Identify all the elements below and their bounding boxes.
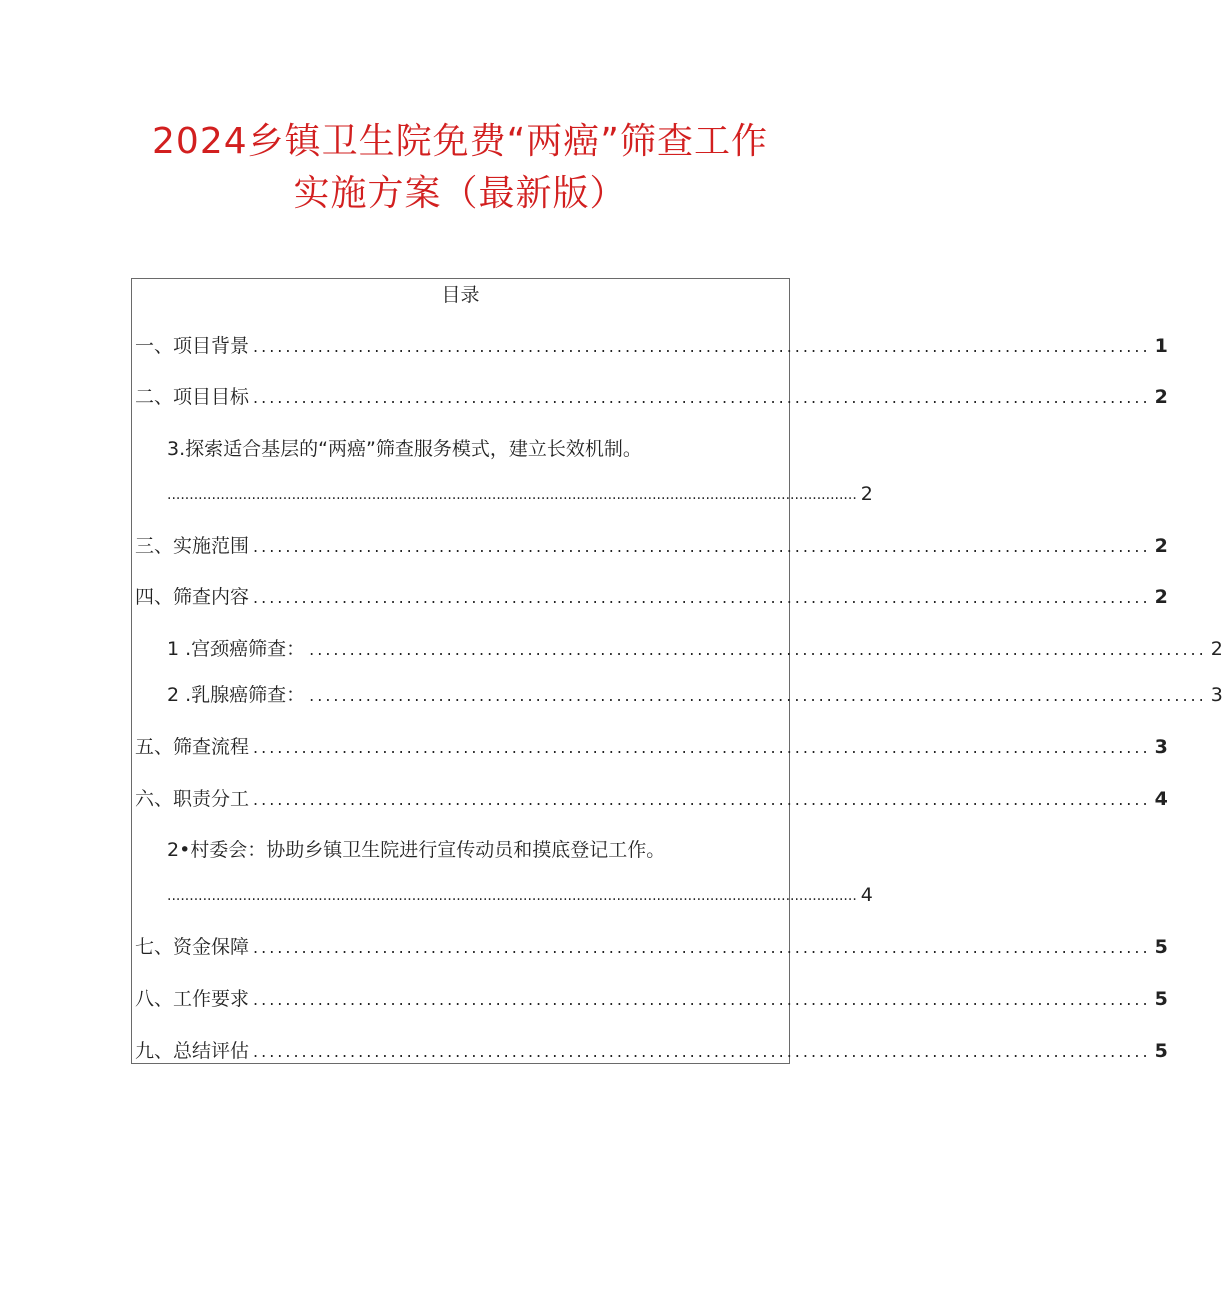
- toc-entry-page: 2: [1154, 386, 1168, 408]
- toc-entry-label: 2 .乳腺癌筛查：: [167, 684, 306, 706]
- toc-dot-leader: ...............................................................................................................: [253, 1042, 1151, 1061]
- toc-dot-leader: ...........................................................................................................................................................: [167, 487, 857, 503]
- toc-entry-content[interactable]: [135, 584, 1168, 610]
- toc-entry-breast[interactable]: [167, 682, 1223, 708]
- toc-dot-leader: ...............................................................................................................: [253, 790, 1151, 809]
- toc-entry-process[interactable]: [135, 734, 1168, 760]
- toc-entry-page: 3: [1154, 736, 1168, 758]
- toc-dot-leader: ...............................................................................................................: [253, 588, 1151, 607]
- toc-entry-evaluation[interactable]: [135, 1038, 1168, 1064]
- toc-entry-page: 5: [1154, 936, 1168, 958]
- toc-dot-leader: ...............................................................................................................: [253, 388, 1151, 407]
- toc-entry-goals[interactable]: [135, 384, 1168, 410]
- toc-entry-label: 二、项目目标: [135, 386, 250, 408]
- toc-entry-goal-3-leader-row[interactable]: [167, 481, 873, 507]
- toc-dot-leader: ...............................................................................................................: [253, 337, 1151, 356]
- toc-entry-label: 九、总结评估: [135, 1040, 250, 1062]
- toc-entry-cervical[interactable]: [167, 636, 1223, 662]
- toc-entry-page: 4: [860, 884, 873, 906]
- toc-entry-goal-3-label[interactable]: 3.探索适合基层的“两癌”筛查服务模式，建立长效机制。: [167, 438, 642, 460]
- toc-entry-background[interactable]: [135, 333, 1168, 359]
- toc-dot-leader: ...............................................................................................................: [309, 686, 1207, 705]
- toc-entry-label: 八、工作要求: [135, 988, 250, 1010]
- toc-entry-label: 七、资金保障: [135, 936, 250, 958]
- toc-entry-label: 1 .宫颈癌筛查：: [167, 638, 306, 660]
- toc-entry-label: 一、项目背景: [135, 335, 250, 357]
- toc-entry-label: 六、职责分工: [135, 788, 250, 810]
- toc-dot-leader: ...............................................................................................................: [253, 990, 1151, 1009]
- toc-dot-leader: ...............................................................................................................: [253, 938, 1151, 957]
- toc-entry-duties[interactable]: [135, 786, 1168, 812]
- toc-entry-page: 2: [1210, 638, 1223, 660]
- toc-entry-page: 1: [1154, 335, 1168, 357]
- toc-dot-leader: ...............................................................................................................: [309, 640, 1207, 659]
- toc-entry-page: 3: [1210, 684, 1223, 706]
- toc-entry-page: 5: [1154, 1040, 1168, 1062]
- document-title-line-1: 2024乡镇卫生院免费“两癌”筛查工作: [152, 121, 768, 162]
- toc-entry-village-committee-leader-row[interactable]: [167, 882, 873, 908]
- toc-entry-page: 2: [860, 483, 873, 505]
- toc-dot-leader: ...........................................................................................................................................................: [167, 888, 857, 904]
- document-title-line-2: 实施方案（最新版）: [293, 173, 627, 214]
- toc-entry-page: 4: [1154, 788, 1168, 810]
- toc-entry-requirements[interactable]: [135, 986, 1168, 1012]
- toc-entry-page: 2: [1154, 535, 1168, 557]
- toc-entry-scope[interactable]: [135, 533, 1168, 559]
- table-of-contents: [131, 278, 1223, 1064]
- toc-entry-label: 三、实施范围: [135, 535, 250, 557]
- toc-entry-page: 5: [1154, 988, 1168, 1010]
- toc-entry-funding[interactable]: [135, 934, 1168, 960]
- toc-entry-label: 五、筛查流程: [135, 736, 250, 758]
- toc-heading: 目录: [441, 284, 480, 306]
- toc-entry-label: 四、筛查内容: [135, 586, 250, 608]
- toc-dot-leader: ...............................................................................................................: [253, 738, 1151, 757]
- toc-entry-page: 2: [1154, 586, 1168, 608]
- toc-entry-village-committee-label[interactable]: 2•村委会：协助乡镇卫生院进行宣传动员和摸底登记工作。: [167, 839, 666, 861]
- toc-dot-leader: ...............................................................................................................: [253, 537, 1151, 556]
